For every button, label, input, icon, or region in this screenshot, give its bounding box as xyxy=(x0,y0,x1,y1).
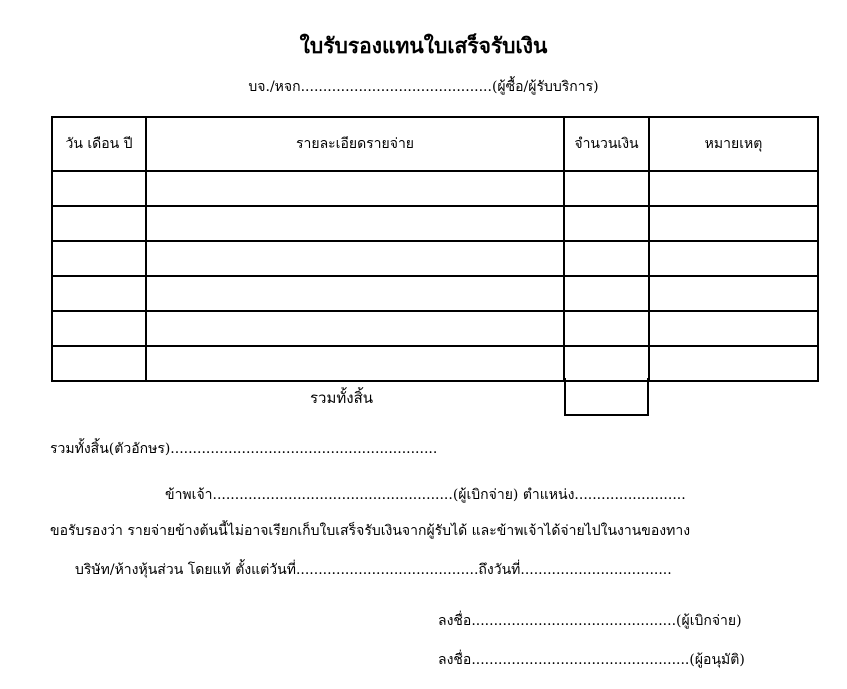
cell-date[interactable] xyxy=(52,206,146,241)
cell-note[interactable] xyxy=(649,171,818,206)
header-detail: รายละเอียดรายจ่าย xyxy=(146,117,564,171)
total-label: รวมทั้งสิ้น xyxy=(310,389,373,407)
cell-amount[interactable] xyxy=(564,311,649,346)
cell-amount[interactable] xyxy=(564,276,649,311)
cell-detail[interactable] xyxy=(146,276,564,311)
cell-amount[interactable] xyxy=(564,206,649,241)
expense-table xyxy=(51,116,819,382)
cell-note[interactable] xyxy=(649,241,818,276)
header-note: หมายเหตุ xyxy=(649,117,818,171)
cell-date[interactable] xyxy=(52,171,146,206)
header-date: วัน เดือน ปี xyxy=(52,117,146,171)
cell-date[interactable] xyxy=(52,241,146,276)
cell-note[interactable] xyxy=(649,206,818,241)
signature-payer: ลงชื่อ..............................................(ผู้เบิกจ่าย) xyxy=(438,613,742,629)
company-line: บจ./หจก...........................................(ผู้ซื้อ/ผู้รับบริการ) xyxy=(248,79,599,95)
cell-amount[interactable] xyxy=(564,171,649,206)
cell-date[interactable] xyxy=(52,276,146,311)
cell-detail[interactable] xyxy=(146,171,564,206)
payer-line: ข้าพเจ้า......................................................(ผู้เบิกจ่าย) ตำแหน่ง......................... xyxy=(165,487,686,503)
total-in-words-line: รวมทั้งสิ้น(ตัวอักษร)............................................................ xyxy=(50,441,438,457)
cell-detail[interactable] xyxy=(146,241,564,276)
total-amount-box[interactable] xyxy=(564,378,649,416)
table-header-row xyxy=(52,117,818,171)
table-row xyxy=(52,311,818,346)
cell-note[interactable] xyxy=(649,346,818,381)
document-title: ใบรับรองแทนใบเสร็จรับเงิน xyxy=(299,33,548,58)
signature-approver: ลงชื่อ.................................................(ผู้อนุมัติ) xyxy=(438,652,745,668)
header-amount: จำนวนเงิน xyxy=(564,117,649,171)
cell-detail[interactable] xyxy=(146,311,564,346)
table-row xyxy=(52,171,818,206)
cell-note[interactable] xyxy=(649,276,818,311)
cell-amount[interactable] xyxy=(564,241,649,276)
table-row xyxy=(52,346,818,381)
table-row xyxy=(52,276,818,311)
table-row xyxy=(52,206,818,241)
company-period-line: บริษัท/ห้างหุ้นส่วน โดยแท้ ตั้งแต่วันที่.........................................ถึงวันที่.................................. xyxy=(75,562,672,578)
cell-date[interactable] xyxy=(52,311,146,346)
cell-date[interactable] xyxy=(52,346,146,381)
cell-detail[interactable] xyxy=(146,206,564,241)
cell-amount[interactable] xyxy=(564,346,649,381)
cell-detail[interactable] xyxy=(146,346,564,381)
certification-line: ขอรับรองว่า รายจ่ายข้างต้นนี้ไม่อาจเรียกเก็บใบเสร็จรับเงินจากผู้รับได้ และข้าพเจ้าได้จ่ายไปในงานของทาง xyxy=(50,523,691,539)
table-row xyxy=(52,241,818,276)
cell-note[interactable] xyxy=(649,311,818,346)
